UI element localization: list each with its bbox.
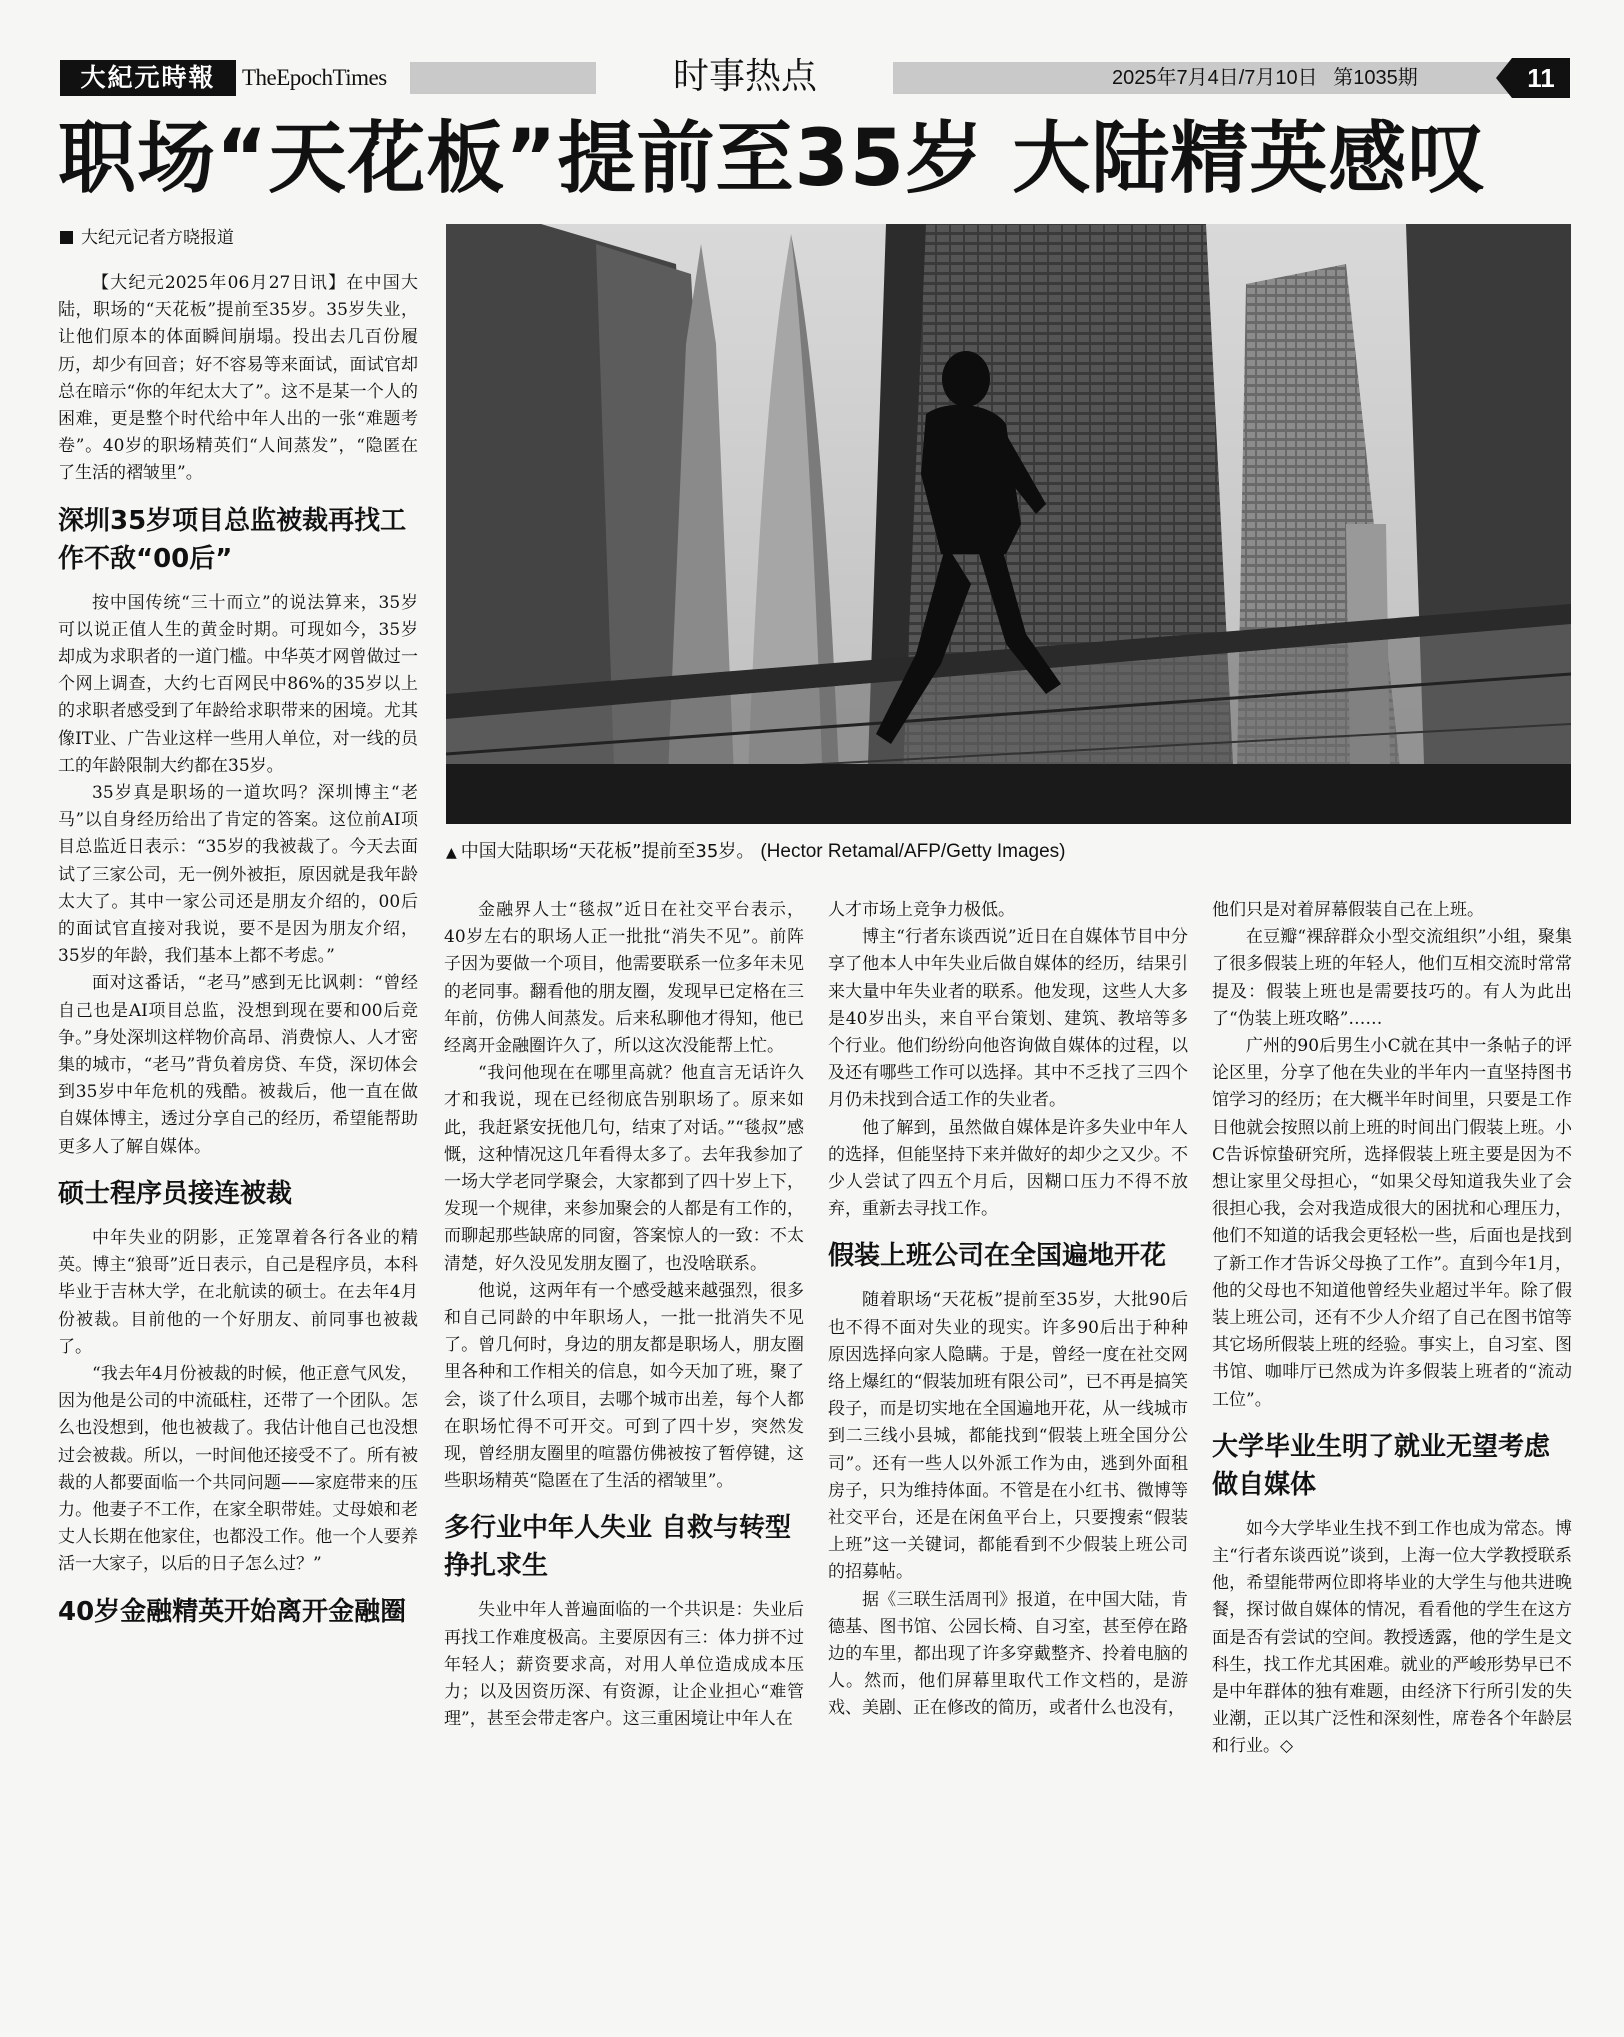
photo-credit: (Hector Retamal/AFP/Getty Images)	[760, 841, 1066, 862]
paragraph: 金融界人士“毯叔”近日在社交平台表示，40岁左右的职场人正一批批“消失不见”。前阵子因为要做一个项目，他需要联系一位多年未见的老同事。翻看他的朋友圈，发现早已定格在三年前，仿佛人间蒸发。后来私聊他才得知，他已经离开金融圈许久了，所以这次没能帮上忙。	[444, 900, 804, 1057]
paragraph: 他说，这两年有一个感受越来越强烈，很多和自己同龄的中年职场人，一批一批消失不见了。曾几何时，身边的朋友都是职场人，朋友圈里各种和工作相关的信息，如今天加了班，聚了会，谈了什么项目，去哪个城市出差，每个人都在职场忙得不可开交。可到了四十岁，突然发现，曾经朋友圈里的喧嚣仿佛被按了暂停键，这些职场精英“隐匿在了生活的褶皱里”。	[444, 1280, 804, 1492]
subheading: 假装上班公司在全国遍地开花	[828, 1241, 1167, 1272]
paragraph: 他了解到，虽然做自媒体是许多失业中年人的选择，但能坚持下来并做好的却少之又少。不少人尝试了四五个月后，因糊口压力不得不放弃，重新去寻找工作。	[828, 1117, 1188, 1220]
paragraph: “我问他现在在哪里高就？他直言无话许久才和我说，现在已经彻底告别职场了。原来如此，我赶紧安抚他几句，结束了对话。”“毯叔”感慨，这种情况这几年看得太多了。去年我参加了一场大学老同学聚会，大家都到了四十岁上下，发现一个规律，来参加聚会的人都是有工作的，而聊起那些缺席的同窗，答案惊人的一致：不太清楚，好久没见发朋友圈了，也没啥联系。	[444, 1063, 804, 1274]
dateline	[1112, 62, 1428, 94]
byline	[60, 226, 234, 250]
caption-text: 中国大陆职场“天花板”提前至35岁。	[460, 841, 755, 862]
subheading: 40岁金融精英开始离开金融圈	[58, 1596, 407, 1627]
subheading: 硕士程序员接连被裁	[58, 1178, 293, 1209]
column-2	[444, 897, 804, 1733]
paragraph: 35岁真是职场的一道坎吗？深圳博主“老马”以自身经历给出了肯定的答案。这位前AI项目总监近日表示：“35岁的我被裁了。今天去面试了三家公司，无一例外被拒，原因就是我年龄太大了。其中一家公司还是朋友介绍的，00后的面试官直接对我说，要不是因为朋友介绍，35岁的年龄，我们基本上都不考虑。”	[58, 783, 418, 967]
paragraph: 如今大学毕业生找不到工作也成为常态。博主“行者东谈西说”谈到，上海一位大学教授联系他，希望能带两位即将毕业的大学生与他共进晚餐，探讨做自媒体的情况，看看他的学生在这方面是否有尝试的空间。教授透露，他的学生是文科生，找工作尤其困难。就业的严峻形势早已不是中年群体的独有难题，由经济下行所引发的失业潮，正以其广泛性和深刻性，席卷各个年龄层和行业。◇	[1212, 1518, 1572, 1757]
article-headline: 职场“天花板”提前至35岁 大陆精英感叹	[58, 114, 1487, 204]
subheading: 大学毕业生明了就业无望考虑做自媒体	[1212, 1431, 1551, 1500]
paragraph: 人才市场上竞争力极低。	[828, 900, 1015, 920]
paragraph: 【大纪元2025年06月27日讯】在中国大陆，职场的“天花板”提前至35岁。35岁失业，让他们原本的体面瞬间崩塌。投出去几百份履历，却少有回音；好不容易等来面试，面试官却总在暗示“你的年纪太大了”。这不是某一个人的困难，更是整个时代给中年人出的一张“难题考卷”。40岁的职场精英们“人间蒸发”，“隐匿在了生活的褶皱里”。	[58, 273, 418, 484]
paragraph: “我去年4月份被裁的时候，他正意气风发，因为他是公司的中流砥柱，还带了一个团队。怎么也没想到，他也被裁了。我估计他自己也没想过会被裁。所以，一时间他还接受不了。所有被裁的人都要面临一个共同问题——家庭带来的压力。他妻子不工作，在家全职带娃。丈母娘和老丈人长期在他家住，也都没工作。他一个人要养活一大家子，以后的日子怎么过？”	[58, 1363, 418, 1575]
paragraph: 在豆瓣“裸辞群众小型交流组织”小组，聚集了很多假装上班的年轻人，他们互相交流时常常提及：假装上班也是需要技巧的。有人为此出了“伪装上班攻略”……	[1212, 927, 1572, 1029]
paragraph: 按中国传统“三十而立”的说法算来，35岁可以说正值人生的黄金时期。可现如今，35岁却成为求职者的一道门槛。中华英才网曾做过一个网上调查，大约七百网民中86%的35岁以上的求职者感受到了年龄给求职带来的困境。尤其像IT业、广告业这样一些用人单位，对一线的员工的年龄限制大约都在35岁。	[58, 592, 418, 776]
paragraph: 随着职场“天花板”提前至35岁，大批90后也不得不面对失业的现实。许多90后出于种种原因选择向家人隐瞒。于是，曾经一度在社交网络上爆红的“假装加班有限公司”，已不再是搞笑段子，而是切实地在全国遍地开花，从一线城市到二三线小县城，都能找到“假装上班全国分公司”。还有一些人以外派工作为由，逃到外面租房子，只为维持体面。不管是在小红书、微博等社交平台，还是在闲鱼平台上，只要搜索“假装上班”这一关键词，都能看到不少假装上班公司的招募帖。	[828, 1290, 1188, 1583]
newspaper-name-en: TheEpochTimes	[242, 65, 387, 90]
paragraph: 失业中年人普遍面临的一个共识是：失业后再找工作难度极高。主要原因有三：体力拼不过年轻人；薪资要求高，对用人单位造成成本压力；以及因资历深、有资源，让企业担心“难管理”，甚至会带走客户。这三重困境让中年人在	[444, 1600, 804, 1730]
subheading: 深圳35岁项目总监被裁再找工作不敌“00后”	[58, 505, 407, 574]
city-skyline-illustration	[446, 224, 1571, 824]
page-number: 11	[1512, 58, 1570, 98]
byline-text: 大纪元记者方晓报道	[81, 228, 234, 248]
paragraph: 广州的90后男生小C就在其中一条帖子的评论区里，分享了他在失业的半年内一直坚持图书馆学习的经历；在大概半年时间里，只要是工作日他就会按照以前上班的时间出门假装上班。小C告诉惊蛰研究所，选择假装上班主要是因为不想让家里父母担心，“如果父母知道我失业了会很担心我，会对我造成很大的困扰和心理压力，他们不知道的话我会更轻松一些，后面也是找到了新工作才告诉父母换了工作”。直到今年1月，他的父母也不知道他曾经失业超过半年。除了假装上班公司，还有不少人介绍了自己在图书馆等其它场所假装上班的经验。事实上，自习室、图书馆、咖啡厅已然成为许多假装上班者的“流动工位”。	[1212, 1036, 1572, 1410]
column-1	[58, 270, 418, 1643]
column-3	[828, 897, 1188, 1723]
newspaper-logo: 大紀元時報	[60, 60, 236, 96]
triangle-up-icon: ▲	[446, 845, 457, 861]
photo-caption	[446, 838, 1571, 867]
square-bullet-icon	[60, 231, 73, 244]
issue-number: 第1035期	[1333, 67, 1418, 89]
subheading: 多行业中年人失业 自救与转型 挣扎求生	[444, 1513, 792, 1582]
paragraph: 博主“行者东谈西说”近日在自媒体节目中分享了他本人中年失业后做自媒体的经历，结果引来大量中年失业者的联系。他发现，这些人大多是40岁出头，来自平台策划、建筑、教培等多个行业。他们纷纷向他咨询做自媒体的过程，以及还有哪些工作可以选择。其中不乏找了三四个月仍未找到合适工作的失业者。	[828, 927, 1188, 1111]
section-title: 时事热点	[672, 56, 817, 97]
issue-date: 2025年7月4日/7月10日	[1112, 67, 1318, 89]
paragraph: 中年失业的阴影，正笼罩着各行各业的精英。博主“狼哥”近日表示，自己是程序员，本科毕业于吉林大学，在北航读的硕士。在去年4月份被裁。目前他的一个好朋友、前同事也被裁了。	[58, 1227, 418, 1357]
paragraph: 据《三联生活周刊》报道，在中国大陆，肯德基、图书馆、公园长椅、自习室，甚至停在路边的车里，都出现了许多穿戴整齐、拎着电脑的人。然而，他们屏幕里取代工作文档的，是游戏、美剧、正在修改的简历，或者什么也没有，	[828, 1589, 1188, 1719]
column-4	[1212, 897, 1572, 1761]
paragraph: 面对这番话，“老马”感到无比讽刺：“曾经自己也是AI项目总监，没想到现在要和00后竞争。”身处深圳这样物价高昂、消费惊人、人才密集的城市，“老马”背负着房贷、车贷，深切体会到35岁中年危机的残酷。被裁后，他一直在做自媒体博主，透过分享自己的经历，希望能帮助更多人了解自媒体。	[58, 973, 418, 1157]
masthead-bar-left	[410, 62, 596, 94]
article-photo	[446, 224, 1571, 824]
paragraph: 他们只是对着屏幕假装自己在上班。	[1212, 900, 1484, 920]
